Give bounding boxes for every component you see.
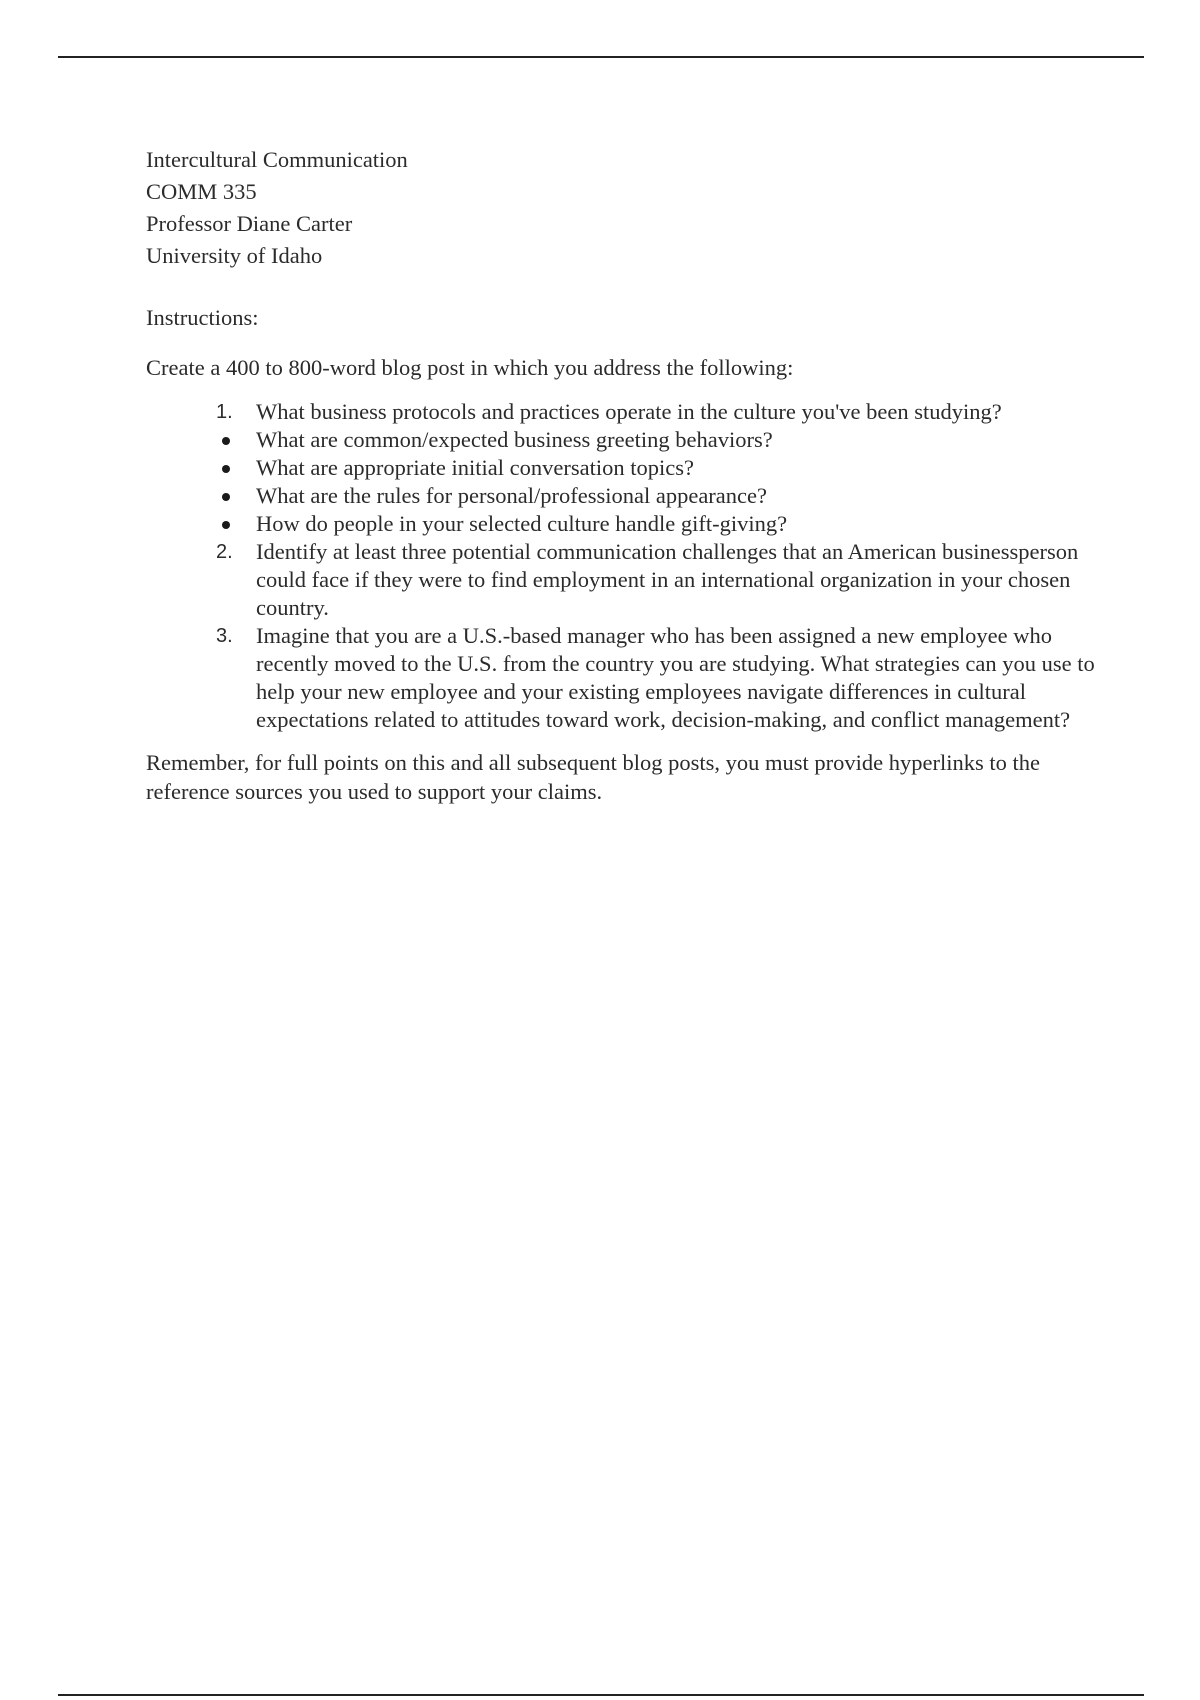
- list-item-text: What business protocols and practices operate in the culture you've been studying?: [256, 399, 1002, 424]
- list-number: 1.: [216, 401, 233, 423]
- list-item: [146, 398, 1106, 426]
- list-item: [146, 454, 1106, 482]
- bullet-icon: [222, 493, 230, 501]
- document-body: [146, 144, 1106, 806]
- list-number: 3.: [216, 625, 233, 647]
- top-rule: [58, 56, 1144, 58]
- list-item-text: What are common/expected business greeting behaviors?: [256, 427, 773, 452]
- list-number: 2.: [216, 541, 233, 563]
- university-name: University of Idaho: [146, 243, 323, 268]
- list-item-text: What are appropriate initial conversation topics?: [256, 455, 694, 480]
- instructions-intro: Create a 400 to 800-word blog post in which you address the following:: [146, 355, 794, 380]
- list-item: [146, 510, 1106, 538]
- list-item: [146, 426, 1106, 454]
- list-item: [146, 482, 1106, 510]
- course-header: [146, 144, 1106, 272]
- bottom-rule: [58, 1694, 1144, 1696]
- list-item-text: Imagine that you are a U.S.-based manager who has been assigned a new employee who recently moved to the U.S. from the country you are studying. What strategies can you use to help your new employee and your existing employees navigate differences in cultural expectations related to attitudes toward work, decision-making, and conflict management?: [256, 623, 1095, 732]
- closing-note: Remember, for full points on this and all subsequent blog posts, you must provide hyperlinks to the reference sources you used to support your claims.: [146, 750, 1041, 804]
- bullet-icon: [222, 521, 230, 529]
- professor-name: Professor Diane Carter: [146, 211, 353, 236]
- bullet-icon: [222, 465, 230, 473]
- list-item: [146, 622, 1106, 734]
- list-item-text: What are the rules for personal/professional appearance?: [256, 483, 767, 508]
- course-code: COMM 335: [146, 179, 257, 204]
- list-item-text: Identify at least three potential communication challenges that an American businessperson could face if they were to find employment in an international organization in your chosen country.: [256, 539, 1079, 620]
- instructions-list: [146, 398, 1106, 734]
- instructions-label: Instructions:: [146, 305, 259, 330]
- list-item-text: How do people in your selected culture handle gift-giving?: [256, 511, 788, 536]
- course-title: Intercultural Communication: [146, 147, 408, 172]
- list-item: [146, 538, 1106, 622]
- bullet-icon: [222, 437, 230, 445]
